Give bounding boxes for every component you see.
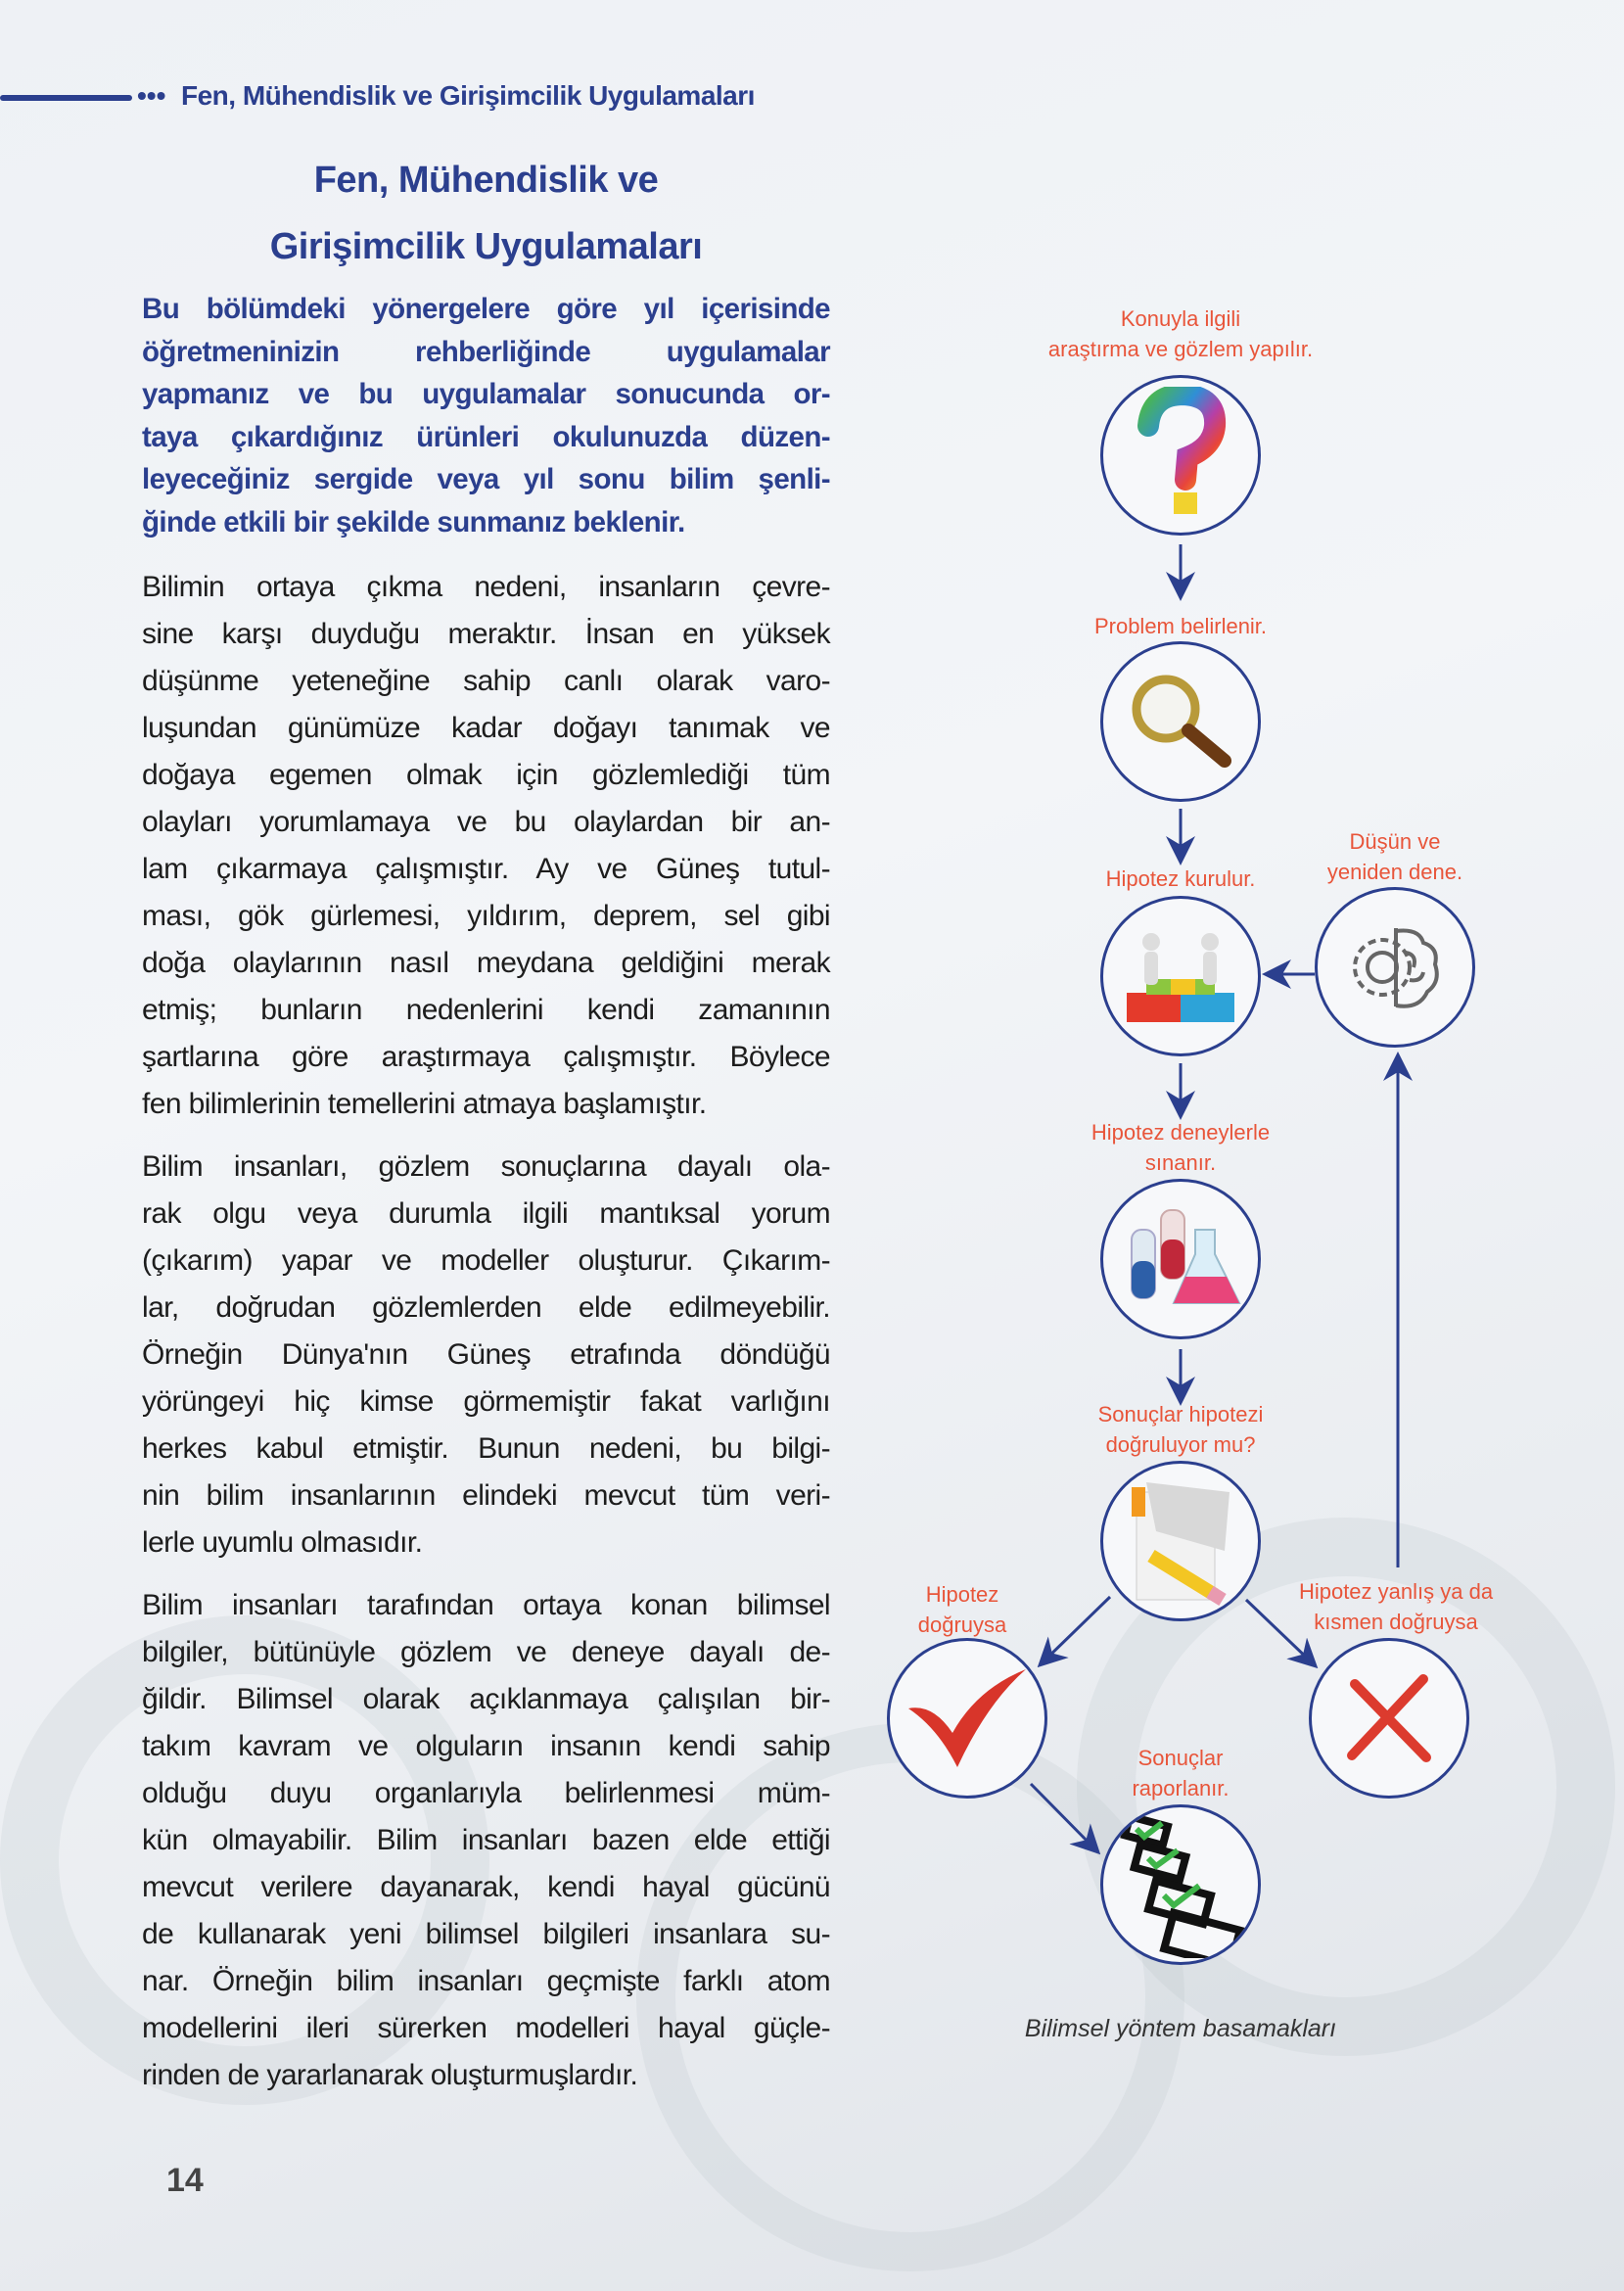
text-line: şartlarına göre araştırmaya çalışmıştır. Böylece [142, 1041, 830, 1073]
label-problem: Problem belirlenir. [1093, 614, 1268, 638]
text-line: de kullanarak yeni bilimsel bilgileri insanlara su- [142, 1918, 830, 1950]
label-test: Hipotez deneylerle sınanır. [1090, 1120, 1271, 1175]
text-line: doğaya egemen olmak için gözlemlediği tüm [142, 759, 830, 791]
text-line: yapmanız ve bu uygulamalar sonucunda or- [142, 378, 830, 410]
text-line: Bu bölümdeki yönergelere göre yıl içerisinde [142, 293, 830, 325]
label-rethink: Düşün ve yeniden dene. [1326, 829, 1463, 884]
page-title-line-1: Fen, Mühendislik ve [313, 160, 659, 201]
text-line: luşundan günümüze kadar doğayı tanımak ve [142, 712, 830, 744]
header-dots: ••• [137, 80, 166, 111]
text-line: sine karşı duyduğu meraktır. İnsan en yüksek [142, 618, 830, 650]
checklist-icon [1100, 1804, 1261, 1965]
gear-brain-icon [1315, 887, 1475, 1048]
text-line: (çıkarım) yapar ve modeller oluşturur. Çıkarım- [142, 1244, 830, 1277]
text-line: fen bilimlerinin temellerini atmaya başlamıştır. [142, 1088, 707, 1120]
text-line: nar. Örneğin bilim insanları geçmişte farklı atom [142, 1965, 830, 1997]
magnifying-glass-icon [1100, 641, 1261, 802]
text-line: modellerini ileri sürerken modelleri hayal güçle- [142, 2012, 830, 2044]
lab-flasks-icon [1100, 1179, 1261, 1339]
text-line: olduğu duyu organlarıyla belirlenmesi müm- [142, 1777, 830, 1809]
page-title-line-2: Girişimcilik Uygulamaları [269, 226, 703, 267]
notepad-pencil-icon [1100, 1461, 1261, 1621]
label-hypothesis: Hipotez kurulur. [1105, 866, 1256, 891]
text-line: doğa olaylarının nasıl meydana geldiğini merak [142, 947, 830, 979]
text-line: Bilim insanları, gözlem sonuçlarına dayalı ola- [142, 1150, 830, 1183]
text-line: herkes kabul etmiştir. Bunun nedeni, bu bilgi- [142, 1432, 830, 1465]
text-line: Bilim insanları tarafından ortaya konan bilimsel [142, 1589, 830, 1621]
text-line: lerle uyumlu olmasıdır. [142, 1526, 423, 1559]
text-line: olayları yorumlamaya ve bu olaylardan bir an- [142, 806, 830, 838]
diagram-caption: Bilimsel yöntem basamakları [1024, 2015, 1337, 2042]
text-line: mevcut verilere dayanarak, kendi hayal gücünü [142, 1871, 830, 1903]
text-line: kün olmayabilir. Bilim insanları bazen elde ettiği [142, 1824, 830, 1856]
text-line: ması, gök gürlemesi, yıldırım, deprem, sel gibi [142, 900, 830, 932]
text-line: Örneğin Dünya'nın Güneş etrafında döndüğü [142, 1338, 830, 1371]
text-line: lar, doğrudan gözlemlerden elde edilmeyebilir. [142, 1291, 830, 1324]
arrow-true-to-report [1031, 1784, 1096, 1850]
arrow-verify-to-true [1042, 1597, 1110, 1663]
puzzle-team-icon [1100, 896, 1261, 1056]
text-line: leyeceğiniz sergide veya yıl sonu bilim şenli- [142, 463, 830, 495]
question-mark-icon [1100, 375, 1261, 536]
text-line: lam çıkarmaya çalışmıştır. Ay ve Güneş tutul- [142, 853, 830, 885]
page-number: 14 [166, 2162, 204, 2199]
text-line: nin bilim insanlarının elindeki mevcut tüm veri- [142, 1479, 830, 1512]
text-line: rinden de yararlanarak oluşturmuşlardır. [142, 2059, 638, 2091]
cross-x-icon [1309, 1638, 1469, 1799]
text-line: ğildir. Bilimsel olarak açıklanmaya çalışılan bir- [142, 1683, 830, 1715]
text-line: rak olgu veya durumla ilgili mantıksal yorum [142, 1197, 830, 1230]
label-false: Hipotez yanlış ya da kısmen doğruysa [1298, 1579, 1494, 1634]
text-line: takım kavram ve olguların insanın kendi sahip [142, 1730, 830, 1762]
text-line: ğinde etkili bir şekilde sunmanız beklenir. [142, 505, 685, 538]
text-line: etmiş; bunların nedenlerini kendi zamanının [142, 994, 830, 1026]
checkmark-icon [887, 1638, 1047, 1799]
text-line: taya çıkardığınız ürünleri okulunuzda düzen- [142, 420, 830, 453]
label-research: Konuyla ilgili araştırma ve gözlem yapılır. [1047, 306, 1314, 361]
running-title: Fen, Mühendislik ve Girişimcilik Uygulamaları [181, 80, 755, 111]
text-line: Bilimin ortaya çıkma nedeni, insanların çevre- [142, 571, 830, 603]
text-line: yörüngeyi hiç kimse görmemiştir fakat varlığını [142, 1385, 830, 1418]
text-line: bilgiler, bütünüyle gözlem ve deneye dayalı de- [142, 1636, 830, 1668]
label-report: Sonuçlar raporlanır. [1132, 1746, 1230, 1800]
label-verify: Sonuçlar hipotezi doğruluyor mu? [1097, 1402, 1264, 1457]
label-true: Hipotez doğruysa [917, 1582, 1007, 1637]
text-line: öğretmeninizin rehberliğinde uygulamalar [142, 335, 830, 368]
text-line: düşünme yeteneğine sahip canlı olarak varo- [142, 665, 830, 697]
